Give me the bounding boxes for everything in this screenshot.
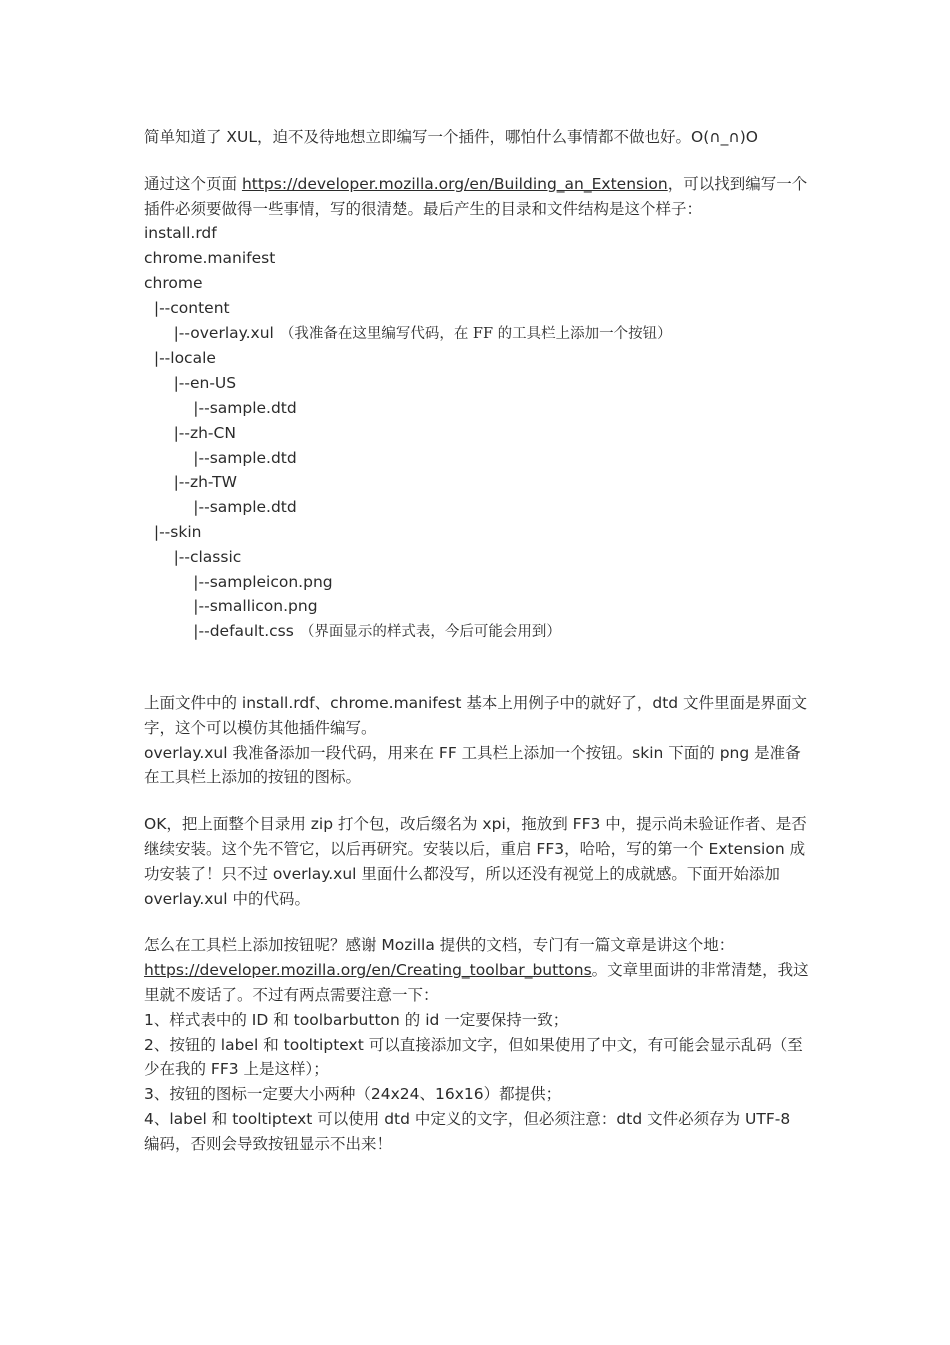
tree-entry-name: chrome <box>144 273 203 292</box>
building-extension-paragraph <box>144 172 810 222</box>
file-tree-row <box>144 246 810 271</box>
install-paragraph: OK，把上面整个目录用 zip 打个包，改后缀名为 xpi，拖放到 FF3 中，提示尚未验证作者、是否继续安装。这个先不管它，以后再研究。安装以后，重启 FF3，哈哈，写的第一个 Extension 成功安装了！只不过 overlay.xul 里面什么都没写，所以还没有视觉上的成就感。下面开始添加 overlay.xul 中的代码。 <box>144 815 807 908</box>
tree-entry-name: |--smallicon.png <box>193 597 318 616</box>
tree-indent <box>144 622 193 640</box>
tree-indent <box>144 374 174 392</box>
tree-entry-name: |--overlay.xul <box>173 323 274 342</box>
tree-indent <box>144 498 193 516</box>
file-tree <box>144 221 810 645</box>
note-item-4: 4、label 和 tooltiptext 可以使用 dtd 中定义的文字，但必须注意：dtd 文件必须存为 UTF-8 编码，否则会导致按钮显示不出来！ <box>144 1109 791 1153</box>
file-tree-row <box>144 594 810 619</box>
file-tree-row <box>144 296 810 321</box>
tree-entry-name: |--content <box>153 298 230 317</box>
building-extension-suffix: ，可以找到编写一个插件必须要做得一些事情，写的很清楚。最后产生的目录和文件结构是这个样子： <box>144 174 808 218</box>
note-item-2: 2、按钮的 label 和 tooltiptext 可以直接添加文字，但如果使用了中文，有可能会显示乱码（至少在我的 FF3 上是这样）； <box>144 1035 803 1079</box>
tree-entry-name: |--classic <box>173 547 242 566</box>
tree-entry-name: |--zh-CN <box>173 423 236 442</box>
tree-entry-name: |--locale <box>153 349 216 368</box>
tree-indent <box>144 299 154 317</box>
files-description-1: 上面文件中的 install.rdf、chrome.manifest 基本上用例子中的就好了，dtd 文件里面是界面文字，这个可以模仿其他插件编写。 <box>144 693 808 737</box>
file-tree-row <box>144 321 810 347</box>
intro-paragraph: 简单知道了 XUL，迫不及待地想立即编写一个插件，哪怕什么事情都不做也好。O(∩_∩)O <box>144 128 758 146</box>
tree-entry-name: |--sampleicon.png <box>193 572 333 591</box>
tree-entry-name: |--sample.dtd <box>193 498 297 517</box>
toolbar-button-suffix: 。文章里面讲的非常清楚，我这里就不废话了。不过有两点需要注意一下： <box>144 961 809 1004</box>
file-tree-row <box>144 619 810 645</box>
tree-indent <box>144 349 154 367</box>
tree-indent <box>144 399 193 417</box>
tree-entry-name: |--skin <box>153 522 202 541</box>
toolbar-button-paragraph <box>144 933 810 1007</box>
building-extension-link[interactable]: https://developer.mozilla.org/en/Building_an_Extension <box>241 174 668 193</box>
file-tree-row <box>144 570 810 595</box>
tree-entry-name: |--sample.dtd <box>193 398 297 417</box>
tree-indent <box>144 424 174 442</box>
tree-entry-note: （我准备在这里编写代码，在 FF 的工具栏上添加一个按钮） <box>279 325 672 342</box>
file-tree-row <box>144 520 810 545</box>
files-description-2: overlay.xul 我准备添加一段代码，用来在 FF 工具栏上添加一个按钮。skin 下面的 png 是准备在工具栏上添加的按钮的图标。 <box>144 743 801 787</box>
tree-entry-name: |--default.css <box>193 622 294 641</box>
note-item-3: 3、按钮的图标一定要大小两种（24x24、16x16）都提供； <box>144 1085 562 1104</box>
file-tree-row <box>144 221 810 246</box>
tree-entry-note: （界面显示的样式表，今后可能会用到） <box>299 624 561 641</box>
file-tree-row <box>144 396 810 421</box>
tree-entry-name: chrome.manifest <box>144 249 276 268</box>
file-tree-row <box>144 371 810 396</box>
note-item-1: 1、样式表中的 ID 和 toolbarbutton 的 id 一定要保持一致； <box>144 1010 569 1029</box>
file-tree-row <box>144 545 810 570</box>
tree-indent <box>144 449 193 467</box>
toolbar-buttons-link[interactable]: https://developer.mozilla.org/en/Creating_toolbar_buttons <box>144 961 592 980</box>
file-tree-row <box>144 470 810 495</box>
tree-entry-name: |--en-US <box>173 374 237 393</box>
article-body <box>144 125 810 1156</box>
tree-indent <box>144 324 174 342</box>
tree-indent <box>144 597 193 615</box>
building-extension-prefix: 通过这个页面 <box>144 174 242 193</box>
file-tree-row <box>144 421 810 446</box>
tree-indent <box>144 573 193 591</box>
tree-indent <box>144 473 174 491</box>
tree-entry-name: |--sample.dtd <box>193 448 297 467</box>
file-tree-row <box>144 495 810 520</box>
tree-entry-name: install.rdf <box>144 224 217 243</box>
file-tree-row <box>144 346 810 371</box>
tree-indent <box>144 523 154 541</box>
file-tree-row <box>144 271 810 296</box>
tree-indent <box>144 548 174 566</box>
file-tree-row <box>144 446 810 471</box>
toolbar-button-prefix: 怎么在工具栏上添加按钮呢？感谢 Mozilla 提供的文档，专门有一篇文章是讲这个地： <box>144 936 735 955</box>
tree-entry-name: |--zh-TW <box>173 473 237 492</box>
